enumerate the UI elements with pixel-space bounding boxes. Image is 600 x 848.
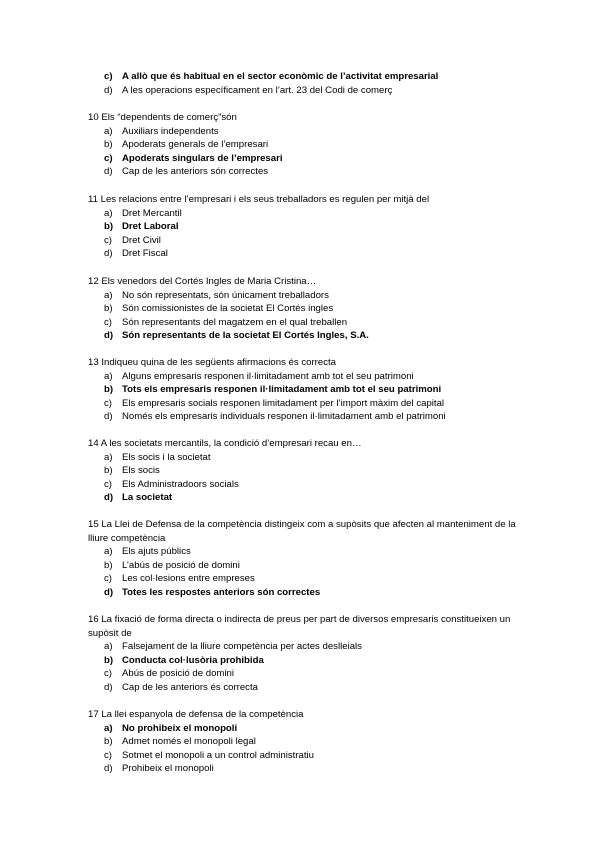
option-letter: b) [104, 303, 113, 315]
option-item [104, 165, 528, 179]
option-text: Els empresaris socials responen limitadament per l’import màxim del capital [122, 397, 445, 409]
question-17 [88, 708, 528, 776]
option-item [104, 681, 528, 695]
option-letter: a) [104, 451, 113, 463]
option-item [104, 152, 528, 166]
option-letter: c) [104, 234, 112, 246]
option-letter: d) [104, 492, 114, 504]
option-text: Dret Mercantil [122, 207, 182, 219]
option-text: Els socis [122, 465, 160, 477]
option-letter: d) [104, 84, 113, 96]
option-letter: c) [104, 573, 112, 585]
option-letter: c) [104, 478, 112, 490]
option-letter: a) [104, 641, 113, 653]
option-item [104, 220, 528, 234]
option-text: A les operacions específicament en l’art. 23 del Codi de comerç [122, 84, 393, 96]
option-letter: a) [104, 207, 113, 219]
option-letter: c) [104, 316, 112, 328]
option-item [104, 370, 528, 384]
option-item [104, 84, 438, 98]
question-16 [88, 613, 528, 695]
question-text: 11 Les relacions entre l’empresari i els seus treballadors es regulen per mitjà del [88, 194, 430, 205]
option-letter: d) [104, 330, 114, 342]
option-letter: c) [104, 71, 113, 82]
option-letter: c) [104, 668, 112, 680]
question-text: 14 A les societats mercantils, la condició d’empresari recau en… [88, 438, 362, 449]
question-text: 10 Els “dependents de comerç”són [88, 112, 237, 123]
option-letter: b) [104, 384, 114, 396]
option-letter: c) [104, 749, 112, 761]
option-item [104, 410, 528, 424]
option-letter: a) [104, 125, 113, 137]
option-letter: b) [104, 139, 113, 151]
question-13 [88, 356, 528, 424]
option-letter: d) [104, 248, 113, 260]
option-item [104, 654, 528, 668]
question-text: 12 Els venedors del Cortés Ingles de Maria Cristina… [88, 276, 317, 287]
option-text: Els socis i la societat [122, 451, 211, 463]
option-letter: b) [104, 559, 113, 571]
option-text: Alguns empresaris responen il·limitadament amb tot el seu patrimoni [122, 370, 414, 382]
option-item [104, 464, 528, 478]
option-item [104, 559, 528, 573]
question-10 [88, 111, 528, 179]
option-item [104, 722, 528, 736]
option-text: Els ajuts públics [122, 546, 191, 558]
option-letter: b) [104, 736, 113, 748]
option-letter: b) [104, 221, 114, 233]
option-item [104, 383, 528, 397]
option-text: Prohibeix el monopoli [122, 763, 214, 775]
option-text: Dret Civil [122, 234, 161, 246]
option-text: Auxiliars independents [122, 125, 219, 137]
option-text: Són representants del magatzem en el qual treballen [122, 316, 348, 328]
option-text: Sotmet el monopoli a un control administratiu [122, 749, 314, 761]
option-text: Totes les respostes anteriors són correctes [122, 586, 321, 598]
option-text: La societat [122, 492, 173, 504]
option-item [104, 735, 528, 749]
option-letter: c) [104, 397, 112, 409]
option-text: Només els empresaris individuals responen il·limitadament amb el patrimoni [122, 411, 446, 423]
option-text: L’abús de posició de domini [122, 559, 240, 571]
option-text: Cap de les anteriors són correctes [122, 166, 269, 178]
option-item [104, 572, 528, 586]
question-text: 17 La llei espanyola de defensa de la competència [88, 709, 304, 720]
option-item [104, 329, 528, 343]
option-text: Admet només el monopoli legal [122, 736, 256, 748]
option-text: Apoderats generals de l’empresari [122, 139, 269, 151]
option-item [104, 491, 528, 505]
option-text: Cap de les anteriors és correcta [122, 681, 258, 693]
question-text: 13 Indiqueu quina de les següents afirmacions és correcta [88, 357, 336, 368]
option-item [104, 70, 438, 84]
option-letter: d) [104, 681, 113, 693]
option-text: Són representants de la societat El Cortés Ingles, S.A. [122, 330, 369, 342]
option-item [104, 125, 528, 139]
option-text: A allò que és habitual en el sector econòmic de l’activitat empresarial [122, 71, 439, 82]
option-item [104, 640, 528, 654]
question-12 [88, 275, 528, 343]
option-text: Dret Laboral [122, 221, 179, 233]
question-text: 16 La fixació de forma directa o indirecta de preus per part de diversos empresaris constitueixen un supòsit de [88, 614, 511, 639]
option-item [104, 451, 528, 465]
option-item [104, 207, 528, 221]
question-15 [88, 518, 528, 600]
continued-options [104, 70, 438, 97]
option-letter: a) [104, 370, 113, 382]
option-letter: d) [104, 166, 113, 178]
option-item [104, 247, 528, 261]
option-text: Les col·lesions entre empreses [122, 573, 255, 585]
option-letter: a) [104, 546, 113, 558]
option-text: No prohibeix el monopoli [122, 722, 238, 734]
option-item [104, 762, 528, 776]
option-text: Conducta col·lusòria prohibida [122, 654, 264, 666]
option-item [104, 289, 528, 303]
option-letter: a) [104, 722, 113, 734]
option-text: Dret Fiscal [122, 248, 168, 260]
option-item [104, 478, 528, 492]
option-item [104, 586, 528, 600]
option-letter: d) [104, 411, 113, 423]
option-item [104, 138, 528, 152]
option-text: Abús de posició de domini [122, 668, 234, 680]
option-item [104, 397, 528, 411]
option-item [104, 667, 528, 681]
option-item [104, 316, 528, 330]
option-item [104, 234, 528, 248]
option-letter: b) [104, 654, 114, 666]
option-text: No són representats, són únicament treballadors [122, 289, 329, 301]
option-letter: c) [104, 152, 113, 164]
option-text: Són comissionistes de la societat El Cortés ingles [122, 303, 334, 315]
option-text: Els Administradoors socials [122, 478, 239, 490]
question-11 [88, 193, 528, 261]
option-item [104, 545, 528, 559]
option-text: Tots els empresaris responen il·limitadament amb tot el seu patrimoni [122, 384, 442, 396]
option-letter: d) [104, 763, 113, 775]
question-text: 15 La Llei de Defensa de la competència distingeix com a supòsits que afecten al manteniment de la lliure competència [88, 519, 516, 544]
option-letter: d) [104, 586, 114, 598]
option-item [104, 749, 528, 763]
option-text: Apoderats singulars de l’empresari [122, 152, 283, 164]
option-letter: a) [104, 289, 113, 301]
option-text: Falsejament de la lliure competència per actes deslleials [122, 641, 362, 653]
question-14 [88, 437, 528, 505]
option-item [104, 302, 528, 316]
option-letter: b) [104, 465, 113, 477]
